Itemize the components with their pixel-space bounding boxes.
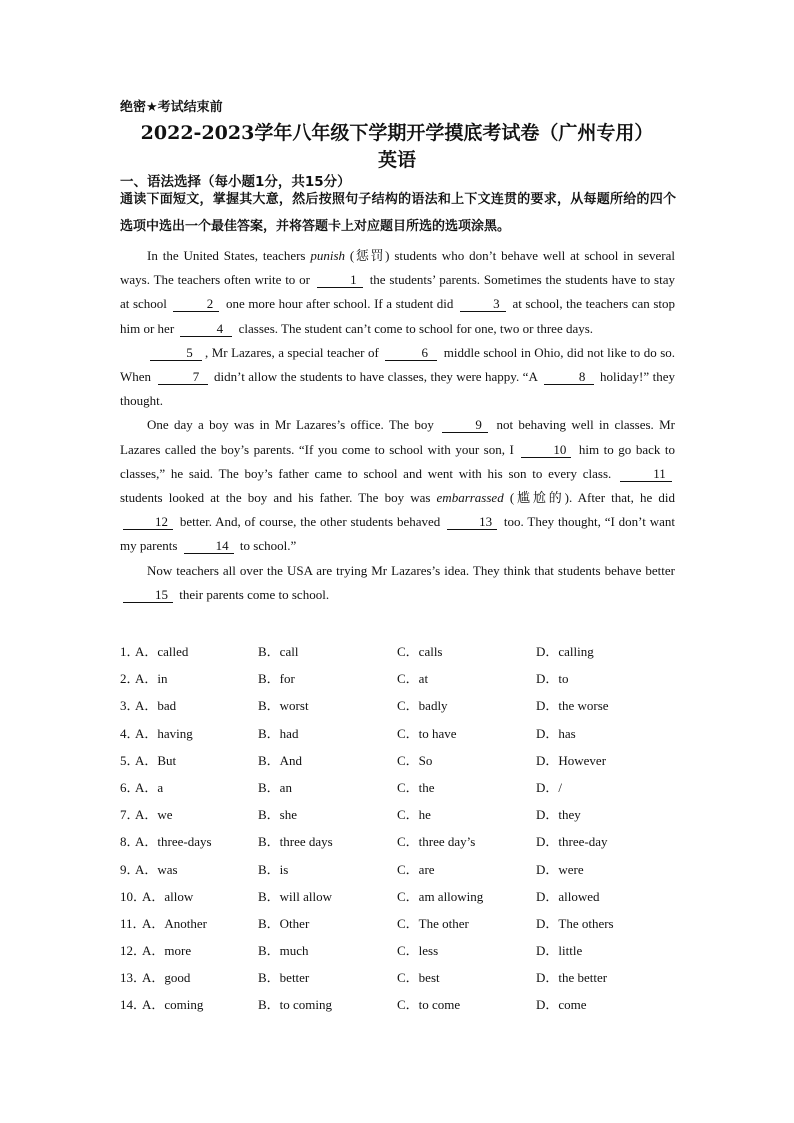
reading-passage: [120, 244, 675, 607]
option-c[interactable]: C．to come: [397, 997, 461, 1013]
blank-5: 5: [150, 345, 202, 361]
section-instructions: 通读下面短文，掌握其大意，然后按照句子结构的语法和上下文连贯的要求，从每题所给的四个选项中选出一个最佳答案，并将答题卡上对应题目所选的选项涂黑。: [120, 192, 676, 234]
question-number: 8．: [120, 834, 140, 850]
question-number: 11．: [120, 915, 146, 931]
answer-options: [120, 636, 680, 1017]
blank-13: 13: [447, 514, 497, 530]
option-c[interactable]: C．less: [397, 943, 439, 959]
option-a[interactable]: A．more: [142, 943, 192, 959]
blank-8: 8: [544, 369, 594, 385]
question-row: [120, 908, 680, 935]
option-d[interactable]: D．three-day: [536, 834, 608, 850]
passage-paragraph-1: In the United States, teachers punish (惩罚) students who don’t behave well at school in several ways. The teachers often write to or 1 the students’ parents. Sometimes the students have to stay at school 2 one more hour after school. If a student did 3 at school, the teachers can stop him or her 4 classes. The student can’t come to school for one, two or three days.: [120, 248, 676, 336]
option-b[interactable]: B．is: [258, 861, 289, 877]
blank-2: 2: [173, 296, 219, 312]
question-number: 2．: [120, 671, 140, 687]
option-d[interactable]: D．/: [536, 779, 563, 795]
option-d[interactable]: D．The others: [536, 915, 614, 931]
question-row: [120, 989, 680, 1016]
option-a[interactable]: A．allow: [142, 888, 194, 904]
blank-9: 9: [442, 417, 488, 433]
blank-15: 15: [123, 587, 173, 603]
question-row: [120, 636, 680, 663]
option-b[interactable]: B．much: [258, 943, 309, 959]
option-d[interactable]: D．allowed: [536, 888, 600, 904]
question-row: [120, 690, 680, 717]
option-a[interactable]: A．good: [142, 970, 191, 986]
section-heading: 一、语法选择（每小题1分，共15分）: [120, 174, 351, 190]
keyword-embarrassed: embarrassed: [436, 490, 504, 506]
option-a[interactable]: A．Another: [142, 915, 207, 931]
option-d[interactable]: D．calling: [536, 644, 594, 659]
subject-title: 英语: [377, 149, 416, 171]
option-b[interactable]: B．better: [258, 970, 310, 986]
option-c[interactable]: C．am allowing: [397, 888, 484, 904]
option-c[interactable]: C．The other: [397, 915, 469, 931]
option-c[interactable]: C．at: [397, 671, 429, 687]
blank-7: 7: [158, 369, 208, 385]
option-c[interactable]: C．are: [397, 861, 435, 877]
question-row: [120, 854, 680, 881]
blank-1: 1: [317, 272, 363, 288]
question-row: [120, 772, 680, 799]
question-number: 6．: [120, 779, 140, 795]
option-b[interactable]: B．she: [258, 807, 298, 823]
option-a[interactable]: A．was: [135, 861, 178, 877]
option-d[interactable]: D．the worse: [536, 698, 609, 714]
option-b[interactable]: B．worst: [258, 698, 309, 714]
question-row: [120, 663, 680, 690]
question-row: [120, 881, 680, 908]
option-d[interactable]: D．they: [536, 807, 581, 823]
option-b[interactable]: B．And: [258, 752, 303, 768]
option-c[interactable]: C．best: [397, 970, 440, 986]
question-number: 5．: [120, 752, 140, 768]
option-b[interactable]: B．an: [258, 779, 292, 795]
option-d[interactable]: D．come: [536, 997, 587, 1013]
question-row: [120, 799, 680, 826]
option-a[interactable]: A．three-days: [135, 834, 212, 850]
option-c[interactable]: C．he: [397, 807, 431, 823]
option-c[interactable]: C．badly: [397, 698, 448, 714]
option-b[interactable]: B．for: [258, 671, 295, 687]
option-a[interactable]: A．we: [135, 807, 173, 823]
option-d[interactable]: D．to: [536, 671, 569, 687]
blank-3: 3: [460, 296, 506, 312]
option-c[interactable]: C．So: [397, 752, 433, 768]
confidential-mark: 绝密★考试结束前: [120, 100, 223, 115]
option-a[interactable]: A．But: [135, 752, 177, 768]
option-a[interactable]: A．in: [135, 671, 168, 687]
question-number: 3．: [120, 698, 140, 714]
option-a[interactable]: A．coming: [142, 997, 204, 1013]
option-c[interactable]: C．three day’s: [397, 834, 476, 850]
question-number: 13．: [120, 970, 147, 986]
passage-paragraph-4: Now teachers all over the USA are trying Mr Lazares’s idea. They think that students behave better 15 their parents come to school.: [120, 559, 675, 607]
blank-12: 12: [123, 514, 173, 530]
option-d[interactable]: D．has: [536, 725, 576, 741]
passage-paragraph-2: 5 , Mr Lazares, a special teacher of 6 middle school in Ohio, did not like to do so. When 7 didn’t allow the students to have classes, they were happy. “A 8 holiday!” they thought.: [120, 344, 676, 409]
question-row: [120, 935, 680, 962]
blank-4: 4: [180, 321, 232, 337]
option-c[interactable]: C．calls: [397, 644, 443, 659]
option-b[interactable]: B．to coming: [258, 997, 333, 1013]
blank-10: 10: [521, 442, 571, 458]
option-a[interactable]: A．bad: [135, 698, 177, 714]
option-d[interactable]: D．were: [536, 861, 584, 877]
question-number: 4．: [120, 725, 140, 741]
blank-6: 6: [385, 345, 437, 361]
question-number: 10．: [120, 888, 147, 904]
option-b[interactable]: B．three days: [258, 834, 333, 850]
blank-11: 11: [620, 466, 672, 482]
option-c[interactable]: C．to have: [397, 725, 457, 741]
exam-title: 2022-2023学年八年级下学期开学摸底考试卷（广州专用）: [140, 122, 654, 144]
question-row: [120, 962, 680, 989]
question-number: 12．: [120, 943, 147, 959]
option-d[interactable]: D．the better: [536, 970, 608, 986]
question-row: [120, 826, 680, 853]
option-c[interactable]: C．the: [397, 779, 435, 795]
option-b[interactable]: B．had: [258, 725, 299, 741]
question-number: 1．: [120, 644, 140, 659]
question-number: 7．: [120, 807, 140, 823]
option-a[interactable]: A．a: [135, 779, 164, 795]
question-number: 9．: [120, 861, 140, 877]
option-b[interactable]: B．call: [258, 644, 299, 659]
option-b[interactable]: B．Other: [258, 915, 310, 931]
question-row: [120, 745, 680, 772]
keyword-punish: punish: [310, 248, 346, 263]
question-row: [120, 718, 680, 745]
option-d[interactable]: D．little: [536, 943, 583, 959]
option-b[interactable]: B．will allow: [258, 888, 333, 904]
passage-paragraph-3: One day a boy was in Mr Lazares’s office. The boy 9 not behaving well in classes. Mr Lazares called the boy’s parents. “If you come to school with your son, I 10 him to go back to classes,” he said. The boy’s father came to school and went with his son to every class. 11 students looked at the boy and his father. The boy was embarrassed (尴尬的). After that, he did 12 better. And, of course, the other students behaved 13 too. They thought, “I don’t want my parents 14 to school.”: [120, 417, 676, 554]
question-number: 14．: [120, 997, 147, 1013]
option-a[interactable]: A．called: [135, 644, 189, 659]
option-d[interactable]: D．However: [536, 752, 607, 768]
blank-14: 14: [184, 538, 234, 554]
option-a[interactable]: A．having: [135, 725, 193, 741]
